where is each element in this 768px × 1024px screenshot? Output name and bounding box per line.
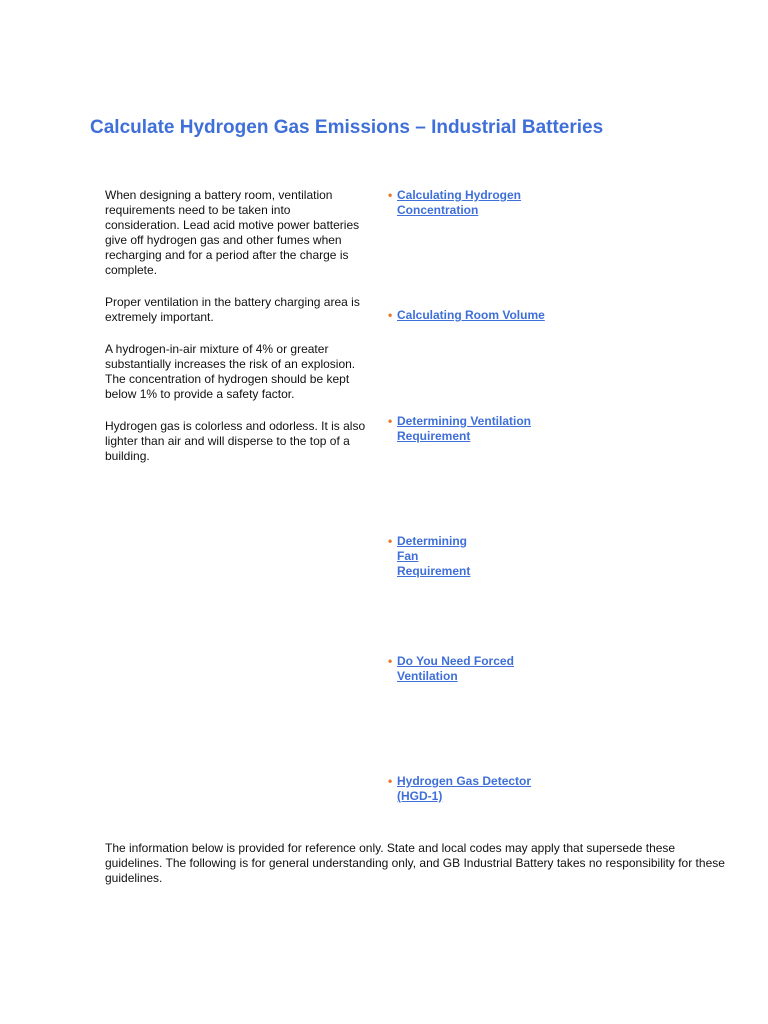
bullet-icon: • [388,654,393,668]
link-determining-fan-requirement[interactable]: Determining Fan Requirement [397,534,471,578]
page-title: Calculate Hydrogen Gas Emissions – Industrial Batteries [90,117,604,138]
link-item-room-volume [388,308,568,323]
link-hydrogen-gas-detector[interactable]: Hydrogen Gas Detector (HGD-1) [397,774,532,803]
link-item-fan-requirement [388,534,568,579]
link-determining-ventilation-requirement[interactable]: Determining Ventilation Requirement [397,414,532,443]
bullet-icon: • [388,534,393,548]
intro-paragraph-gas-properties: Hydrogen gas is colorless and odorless. It is also lighter than air and will disperse to the top of a building. [105,419,366,463]
bullet-icon: • [388,414,393,428]
link-item-forced-ventilation [388,654,568,684]
intro-paragraph-ventilation: When designing a battery room, ventilation requirements need to be taken into consideration. Lead acid motive power batteries give off hydrogen gas and other fumes when recharging and for a period after the charge is complete. [105,188,360,277]
bullet-icon: • [388,188,393,202]
bullet-icon: • [388,308,393,322]
bullet-icon: • [388,774,393,788]
disclaimer-note: The information below is provided for reference only. State and local codes may apply that supersede these guidelines. The following is for general understanding only, and GB Industrial Battery takes no responsibility for these guidelines. [105,841,725,885]
link-item-hydrogen-concentration [388,188,568,218]
link-item-ventilation-requirement [388,414,568,444]
link-do-you-need-forced-ventilation[interactable]: Do You Need Forced Ventilation [397,654,514,683]
intro-paragraph-explosion-risk: A hydrogen-in-air mixture of 4% or greater substantially increases the risk of an explosion. The concentration of hydrogen should be kept below 1% to provide a safety factor. [105,342,356,401]
link-calculating-room-volume[interactable]: Calculating Room Volume [397,308,545,322]
intro-text-column [105,188,367,481]
link-item-gas-detector [388,774,568,804]
intro-paragraph-importance: Proper ventilation in the battery charging area is extremely important. [105,295,360,324]
link-calculating-hydrogen-concentration[interactable]: Calculating Hydrogen Concentration [397,188,522,217]
